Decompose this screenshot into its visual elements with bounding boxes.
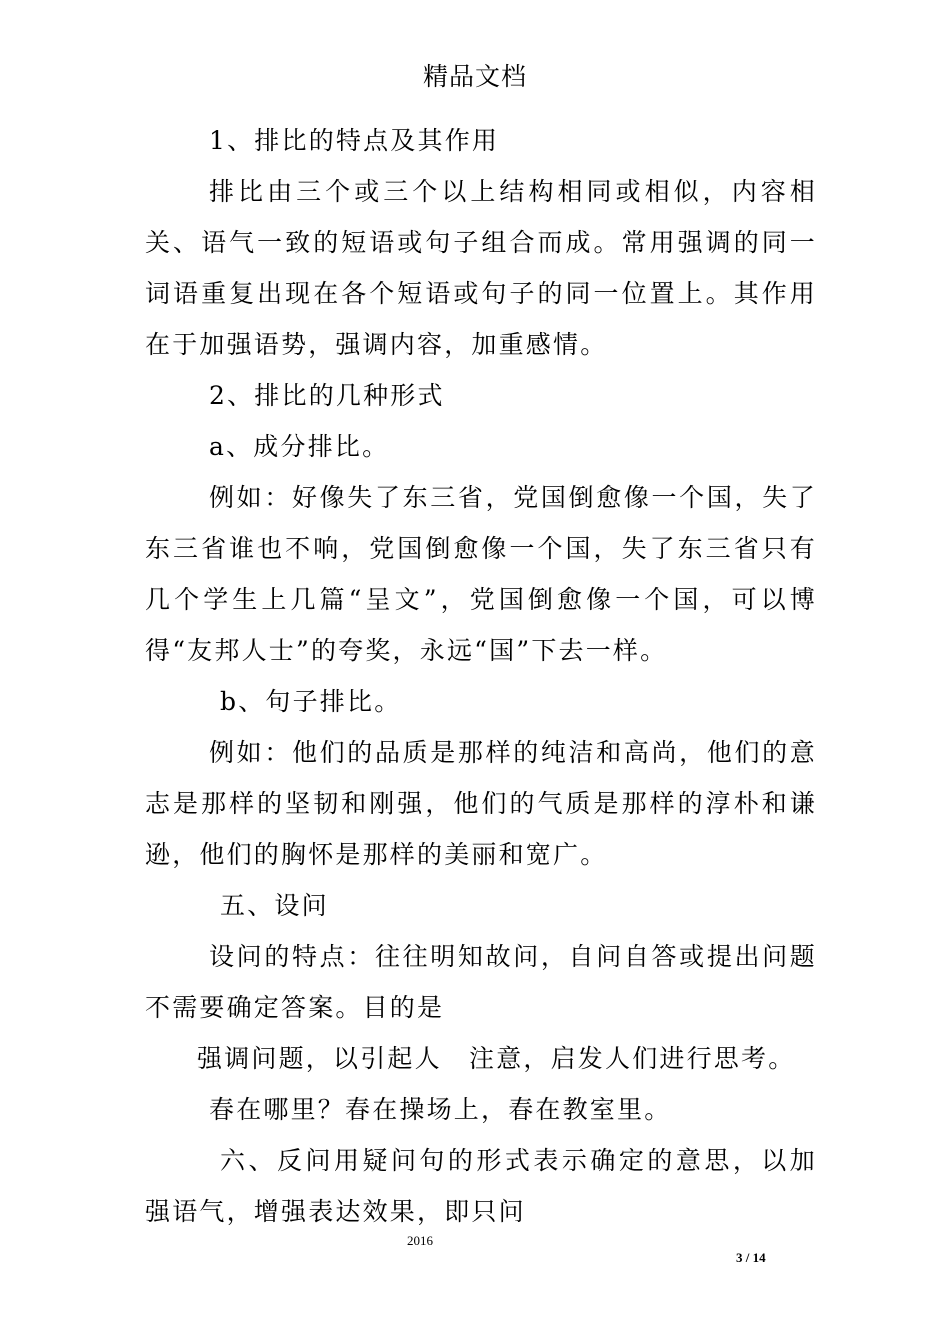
paragraph-parallelism-definition: 排比由三个或三个以上结构相同或相似，内容相关、语气一致的短语或句子组合而成。常用强调的同一词语重复出现在各个短语或句子的同一位置上。其作用在于加强语势，强调内容，加重感情。 [145,177,817,359]
section-heading-parallelism-features: 1、排比的特点及其作用 [209,126,500,155]
section-heading-parallelism-forms: 2、排比的几种形式 [209,381,445,410]
paragraph-example-component: 例如：好像失了东三省，党国倒愈像一个国，失了东三省谁也不响，党国倒愈像一个国，失了东三省只有几个学生上几篇“呈文”，党国倒愈像一个国，可以博得“友邦人士”的夸奖，永远“国”下去一样。 [145,483,817,665]
page-header-title: 精品文档 [422,62,527,91]
subheading-component-parallelism: a、成分排比。 [209,432,390,461]
paragraph-example-sentence: 例如：他们的品质是那样的纯洁和高尚，他们的意志是那样的坚韧和刚强，他们的气质是那样的淳朴和谦逊，他们的胸怀是那样的美丽和宽广。 [145,738,817,869]
paragraph-rhetorical-question-purpose: 强调问题，以引起人 注意，启发人们进行思考。 [197,1044,796,1073]
section-heading-counter-question: 六、反问用疑问句的形式表示确定的意思，以加强语气，增强表达效果，即只问 [145,1146,817,1226]
paragraph-rhetorical-question-example: 春在哪里？春在操场上，春在教室里。 [209,1095,672,1124]
page-number: 3 / 14 [736,1250,766,1265]
footer-year: 2016 [407,1233,433,1248]
section-heading-rhetorical-question: 五、设问 [220,891,329,920]
paragraph-rhetorical-question-features: 设问的特点：往往明知故问，自问自答或提出问题不需要确定答案。目的是 [145,942,817,1022]
document-body [145,115,817,1237]
subheading-sentence-parallelism: b、句子排比。 [220,687,402,716]
